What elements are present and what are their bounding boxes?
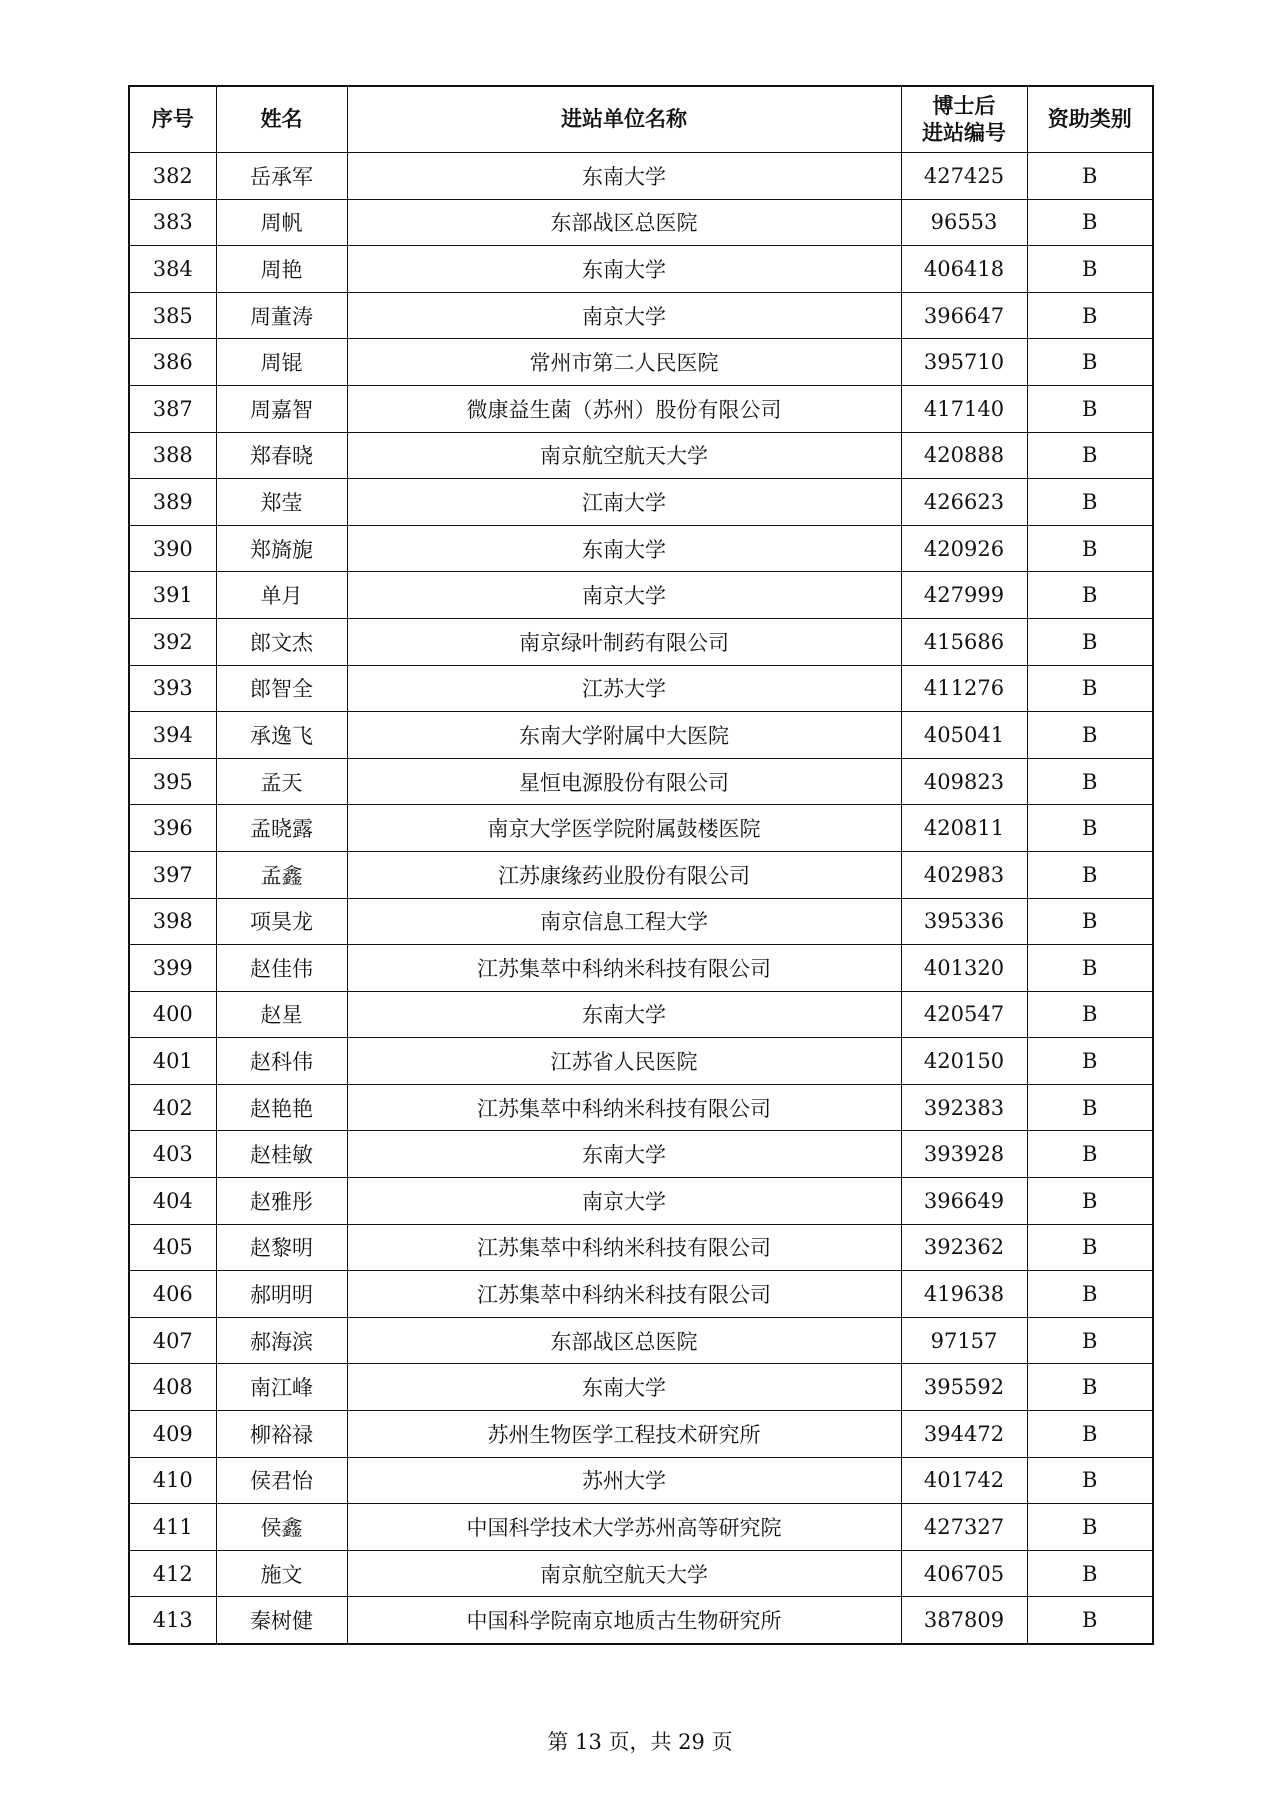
cell-name: 郎智全 <box>216 665 347 712</box>
cell-name: 赵雅彤 <box>216 1178 347 1225</box>
header-category: 资助类别 <box>1027 86 1153 153</box>
cell-seq: 392 <box>129 618 216 665</box>
cell-category: B <box>1027 153 1153 200</box>
cell-unit: 江南大学 <box>347 479 901 526</box>
cell-category: B <box>1027 1084 1153 1131</box>
cell-seq: 402 <box>129 1084 216 1131</box>
table-row <box>129 1504 1153 1551</box>
cell-seq: 413 <box>129 1597 216 1644</box>
cell-unit: 东南大学 <box>347 991 901 1038</box>
cell-seq: 407 <box>129 1317 216 1364</box>
cell-code: 392362 <box>901 1224 1027 1271</box>
cell-name: 孟鑫 <box>216 851 347 898</box>
cell-unit: 中国科学院南京地质古生物研究所 <box>347 1597 901 1644</box>
cell-code: 392383 <box>901 1084 1027 1131</box>
cell-name: 赵科伟 <box>216 1038 347 1085</box>
cell-seq: 398 <box>129 898 216 945</box>
cell-name: 周锟 <box>216 339 347 386</box>
cell-unit: 江苏集萃中科纳米科技有限公司 <box>347 1271 901 1318</box>
cell-code: 406418 <box>901 246 1027 293</box>
cell-seq: 396 <box>129 805 216 852</box>
cell-name: 施文 <box>216 1550 347 1597</box>
cell-seq: 399 <box>129 945 216 992</box>
cell-code: 401320 <box>901 945 1027 992</box>
cell-seq: 388 <box>129 432 216 479</box>
cell-unit: 东南大学 <box>347 246 901 293</box>
cell-unit: 江苏康缘药业股份有限公司 <box>347 851 901 898</box>
cell-name: 周嘉智 <box>216 385 347 432</box>
cell-name: 赵星 <box>216 991 347 1038</box>
cell-unit: 常州市第二人民医院 <box>347 339 901 386</box>
cell-seq: 397 <box>129 851 216 898</box>
cell-unit: 东部战区总医院 <box>347 199 901 246</box>
cell-category: B <box>1027 339 1153 386</box>
cell-seq: 384 <box>129 246 216 293</box>
cell-category: B <box>1027 805 1153 852</box>
cell-category: B <box>1027 758 1153 805</box>
cell-code: 415686 <box>901 618 1027 665</box>
cell-code: 405041 <box>901 712 1027 759</box>
cell-code: 409823 <box>901 758 1027 805</box>
table-row <box>129 479 1153 526</box>
cell-seq: 393 <box>129 665 216 712</box>
cell-name: 赵黎明 <box>216 1224 347 1271</box>
cell-unit: 南京大学 <box>347 1178 901 1225</box>
table-header <box>129 86 1153 153</box>
cell-category: B <box>1027 199 1153 246</box>
cell-unit: 江苏集萃中科纳米科技有限公司 <box>347 1084 901 1131</box>
cell-seq: 403 <box>129 1131 216 1178</box>
table-row <box>129 292 1153 339</box>
cell-name: 孟天 <box>216 758 347 805</box>
cell-category: B <box>1027 991 1153 1038</box>
cell-category: B <box>1027 1550 1153 1597</box>
cell-name: 侯鑫 <box>216 1504 347 1551</box>
cell-seq: 408 <box>129 1364 216 1411</box>
table-row <box>129 1271 1153 1318</box>
cell-seq: 404 <box>129 1178 216 1225</box>
cell-category: B <box>1027 618 1153 665</box>
cell-name: 赵艳艳 <box>216 1084 347 1131</box>
cell-code: 420150 <box>901 1038 1027 1085</box>
cell-name: 郝海滨 <box>216 1317 347 1364</box>
postdoc-funding-table <box>128 85 1154 1645</box>
cell-seq: 383 <box>129 199 216 246</box>
cell-code: 420811 <box>901 805 1027 852</box>
cell-seq: 382 <box>129 153 216 200</box>
cell-name: 赵佳伟 <box>216 945 347 992</box>
cell-category: B <box>1027 246 1153 293</box>
cell-unit: 南京航空航天大学 <box>347 432 901 479</box>
cell-unit: 江苏集萃中科纳米科技有限公司 <box>347 1224 901 1271</box>
cell-unit: 中国科学技术大学苏州高等研究院 <box>347 1504 901 1551</box>
cell-code: 96553 <box>901 199 1027 246</box>
cell-unit: 南京大学 <box>347 292 901 339</box>
cell-category: B <box>1027 1038 1153 1085</box>
header-unit: 进站单位名称 <box>347 86 901 153</box>
cell-category: B <box>1027 1597 1153 1644</box>
cell-seq: 410 <box>129 1457 216 1504</box>
cell-category: B <box>1027 945 1153 992</box>
cell-unit: 南京航空航天大学 <box>347 1550 901 1597</box>
cell-unit: 江苏集萃中科纳米科技有限公司 <box>347 945 901 992</box>
cell-name: 郑莹 <box>216 479 347 526</box>
cell-seq: 405 <box>129 1224 216 1271</box>
cell-name: 南江峰 <box>216 1364 347 1411</box>
cell-name: 侯君怡 <box>216 1457 347 1504</box>
cell-category: B <box>1027 665 1153 712</box>
cell-code: 420888 <box>901 432 1027 479</box>
cell-unit: 东南大学附属中大医院 <box>347 712 901 759</box>
cell-code: 387809 <box>901 1597 1027 1644</box>
table-row <box>129 246 1153 293</box>
table-row <box>129 199 1153 246</box>
header-code-line1: 博士后 <box>932 93 996 118</box>
cell-name: 赵桂敏 <box>216 1131 347 1178</box>
cell-unit: 江苏省人民医院 <box>347 1038 901 1085</box>
cell-code: 427327 <box>901 1504 1027 1551</box>
cell-seq: 385 <box>129 292 216 339</box>
cell-code: 426623 <box>901 479 1027 526</box>
cell-category: B <box>1027 1178 1153 1225</box>
cell-seq: 387 <box>129 385 216 432</box>
cell-category: B <box>1027 1364 1153 1411</box>
cell-seq: 389 <box>129 479 216 526</box>
cell-code: 97157 <box>901 1317 1027 1364</box>
table-row <box>129 153 1153 200</box>
cell-name: 单月 <box>216 572 347 619</box>
cell-code: 393928 <box>901 1131 1027 1178</box>
cell-unit: 苏州生物医学工程技术研究所 <box>347 1411 901 1458</box>
table-row <box>129 1131 1153 1178</box>
cell-name: 柳裕禄 <box>216 1411 347 1458</box>
cell-name: 郑旖旎 <box>216 525 347 572</box>
cell-seq: 390 <box>129 525 216 572</box>
cell-name: 郎文杰 <box>216 618 347 665</box>
cell-unit: 东南大学 <box>347 1364 901 1411</box>
cell-category: B <box>1027 479 1153 526</box>
cell-code: 411276 <box>901 665 1027 712</box>
cell-seq: 412 <box>129 1550 216 1597</box>
cell-seq: 400 <box>129 991 216 1038</box>
cell-category: B <box>1027 1504 1153 1551</box>
table-row <box>129 805 1153 852</box>
cell-name: 岳承军 <box>216 153 347 200</box>
cell-seq: 406 <box>129 1271 216 1318</box>
cell-category: B <box>1027 1224 1153 1271</box>
table-row <box>129 618 1153 665</box>
table-row <box>129 712 1153 759</box>
cell-name: 项昊龙 <box>216 898 347 945</box>
cell-code: 406705 <box>901 1550 1027 1597</box>
cell-unit: 东南大学 <box>347 153 901 200</box>
cell-unit: 江苏大学 <box>347 665 901 712</box>
cell-category: B <box>1027 1411 1153 1458</box>
cell-name: 周董涛 <box>216 292 347 339</box>
cell-unit: 微康益生菌（苏州）股份有限公司 <box>347 385 901 432</box>
cell-code: 401742 <box>901 1457 1027 1504</box>
header-name: 姓名 <box>216 86 347 153</box>
cell-unit: 星恒电源股份有限公司 <box>347 758 901 805</box>
cell-code: 395336 <box>901 898 1027 945</box>
table-row <box>129 432 1153 479</box>
table-row <box>129 851 1153 898</box>
cell-seq: 401 <box>129 1038 216 1085</box>
table-row <box>129 1178 1153 1225</box>
cell-name: 秦树健 <box>216 1597 347 1644</box>
table-row <box>129 385 1153 432</box>
cell-unit: 南京大学医学院附属鼓楼医院 <box>347 805 901 852</box>
cell-code: 394472 <box>901 1411 1027 1458</box>
table-row <box>129 758 1153 805</box>
header-code-line2: 进站编号 <box>922 120 1006 145</box>
cell-code: 417140 <box>901 385 1027 432</box>
cell-code: 395592 <box>901 1364 1027 1411</box>
table-row <box>129 665 1153 712</box>
cell-seq: 395 <box>129 758 216 805</box>
cell-code: 427999 <box>901 572 1027 619</box>
cell-category: B <box>1027 1131 1153 1178</box>
cell-category: B <box>1027 851 1153 898</box>
cell-category: B <box>1027 1271 1153 1318</box>
cell-seq: 391 <box>129 572 216 619</box>
table-row <box>129 1457 1153 1504</box>
page-number: 第 13 页，共 29 页 <box>547 1730 733 1754</box>
cell-seq: 409 <box>129 1411 216 1458</box>
table-row <box>129 339 1153 386</box>
cell-category: B <box>1027 712 1153 759</box>
cell-name: 周帆 <box>216 199 347 246</box>
table-row <box>129 898 1153 945</box>
header-row <box>129 86 1153 153</box>
table-row <box>129 1224 1153 1271</box>
cell-name: 孟晓露 <box>216 805 347 852</box>
cell-category: B <box>1027 1317 1153 1364</box>
table-body <box>129 153 1153 1645</box>
cell-code: 396649 <box>901 1178 1027 1225</box>
table-row <box>129 1550 1153 1597</box>
cell-category: B <box>1027 898 1153 945</box>
cell-code: 427425 <box>901 153 1027 200</box>
header-code <box>901 86 1027 153</box>
cell-code: 395710 <box>901 339 1027 386</box>
cell-category: B <box>1027 432 1153 479</box>
cell-seq: 394 <box>129 712 216 759</box>
table-row <box>129 991 1153 1038</box>
cell-seq: 386 <box>129 339 216 386</box>
cell-unit: 东南大学 <box>347 525 901 572</box>
table-row <box>129 1411 1153 1458</box>
header-seq: 序号 <box>129 86 216 153</box>
cell-name: 周艳 <box>216 246 347 293</box>
cell-unit: 南京大学 <box>347 572 901 619</box>
cell-category: B <box>1027 385 1153 432</box>
cell-name: 承逸飞 <box>216 712 347 759</box>
table-row <box>129 525 1153 572</box>
cell-category: B <box>1027 292 1153 339</box>
cell-category: B <box>1027 1457 1153 1504</box>
cell-unit: 东南大学 <box>347 1131 901 1178</box>
table-row <box>129 1364 1153 1411</box>
cell-unit: 东部战区总医院 <box>347 1317 901 1364</box>
table-row <box>129 1084 1153 1131</box>
table-row <box>129 1597 1153 1644</box>
cell-category: B <box>1027 525 1153 572</box>
cell-code: 419638 <box>901 1271 1027 1318</box>
cell-unit: 苏州大学 <box>347 1457 901 1504</box>
table-row <box>129 1038 1153 1085</box>
cell-unit: 南京信息工程大学 <box>347 898 901 945</box>
cell-code: 396647 <box>901 292 1027 339</box>
table-row <box>129 945 1153 992</box>
cell-category: B <box>1027 572 1153 619</box>
cell-code: 420547 <box>901 991 1027 1038</box>
cell-name: 郝明明 <box>216 1271 347 1318</box>
cell-code: 420926 <box>901 525 1027 572</box>
table-row <box>129 572 1153 619</box>
table-row <box>129 1317 1153 1364</box>
cell-seq: 411 <box>129 1504 216 1551</box>
cell-unit: 南京绿叶制药有限公司 <box>347 618 901 665</box>
cell-code: 402983 <box>901 851 1027 898</box>
cell-name: 郑春晓 <box>216 432 347 479</box>
